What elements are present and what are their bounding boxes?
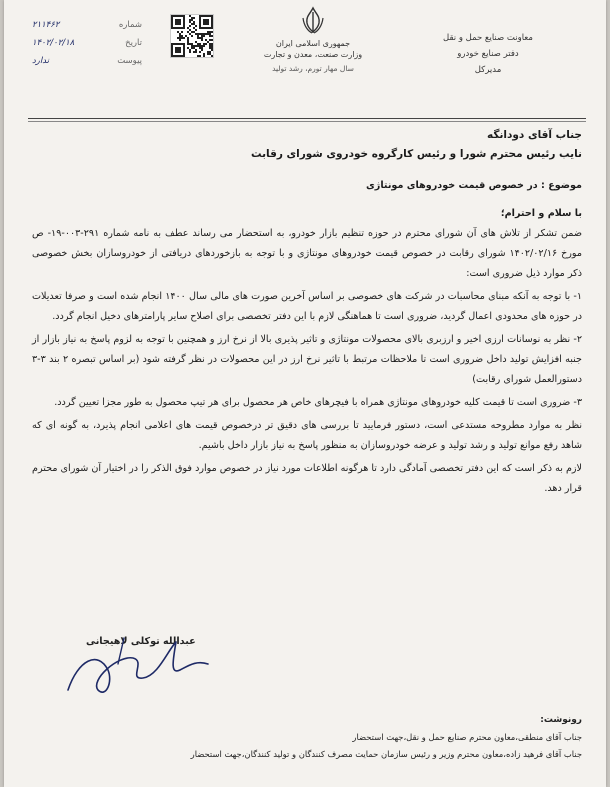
list-item: ۲- نظر به نوسانات ارزی اخیر و ارزبری بالای محصولات مونتاژی و تاثیر پذیری بالا از نرخ ارز و همچنین با توجه به لزوم پاسخ به نیاز بازار از جنبه افزایش تولید داخل ضروری است تا ملاحظات مرتبط با تاثیر نرخ ارز در این محصولات در نظر گرفته شود (بر اساس تبصره ۲ بند ۳-۳ دستورالعمل شورای رقابت) [32, 334, 582, 385]
copies-section [24, 712, 582, 763]
attachment-value: ندارد [32, 56, 50, 66]
ministry-name [248, 38, 378, 60]
subject-label: موضوع : [541, 180, 582, 191]
iran-emblem-icon [300, 6, 326, 36]
meta-row-number [32, 16, 142, 34]
closing-paragraph: لازم به ذکر است که این دفتر تخصصی آمادگی دارد تا هرگونه اطلاعات مورد نیاز در خصوص موارد فوق الذکر را در اختیار آن شورای محترم قرار دهد. [32, 463, 582, 494]
meta-label: تاریخ [125, 38, 142, 48]
year-slogan: سال مهار تورم، رشد تولید [272, 64, 354, 73]
deputy-office-block [428, 30, 548, 78]
qr-code-icon [170, 14, 214, 58]
subject-text: در خصوص قیمت خودروهای مونتاژی [366, 180, 538, 191]
list-item: ۳- ضروری است تا قیمت کلیه خودروهای مونتاژی همراه با فیچرهای خاص هر محصول برای هر تیپ محصول به طور مجزا تعیین گردد. [54, 397, 582, 408]
letter-body [32, 126, 582, 499]
deputy-office-line: دفتر صنایع خودرو [457, 49, 519, 59]
header-divider-thin [28, 121, 586, 122]
list-item: ۱- با توجه به آنکه مبنای محاسبات در شرکت های خصوصی بر اساس آخرین صورت های مالی سال ۱۴۰۰ انجام شده است و صرفا تعدیلات در حوزه های محدودی اعمال گردید، ضروری است تا هماهنگی لازم با این دفتر تخصصی برای اصلاح سایر پارامترهای دخیل انجام گردد. [32, 291, 582, 322]
recipient-title: نایب رئیس محترم شورا و رئیس کارگروه خودروی شورای رقابت [250, 148, 582, 160]
meta-row-attachment [32, 52, 142, 70]
intro-paragraph: ضمن تشکر از تلاش های آن شورای محترم در حوزه تنظیم بازار خودرو، به استحضار می رساند عطف به نامه شماره ۲۹۱-۰۰۳-۱۹- ص مورخ ۱۴۰۲/۰۲/۱۶ شورای رقابت در خصوص قیمت خودروهای مونتاژی و با توجه به بازخوردهای دریافتی از خودروسازان بخش خصوصی ذکر موارد ذیل ضروری است: [32, 228, 582, 279]
signatory-name: عبدالله توکلی لاهیجانی [86, 636, 196, 647]
letter-date: ۱۴۰۲/۰۲/۱۸ [32, 38, 75, 48]
greeting: با سلام و احترام؛ [500, 208, 582, 219]
letter-page [4, 0, 606, 787]
ministry-line: وزارت صنعت، معدن و تجارت [263, 50, 363, 59]
copy-line: جناب آقای فرهید زاده،معاون محترم وزیر و رئیس سازمان حمایت مصرف کنندگان و تولید کنندگان،جهت استحضار [190, 749, 582, 759]
meta-label: پیوست [117, 56, 142, 66]
subject-line [32, 176, 582, 196]
header-divider [28, 118, 586, 119]
ministry-header [248, 6, 378, 73]
letter-number: ۲۱۱۴۶۲ [32, 20, 60, 30]
closing-paragraph: نظر به موارد مطروحه مستدعی است، دستور فرمایید تا بررسی های دقیق تر درخصوص قیمت های اعلامی انجام پذیرد، به گونه ای که شاهد رفع موانع تولید و رشد تولید و عرضه خودروسازان به منظور پاسخ به نیاز بازار داخل باشیم. [32, 420, 582, 451]
meta-label: شماره [118, 20, 142, 30]
ministry-line: جمهوری اسلامی ایران [275, 39, 351, 48]
copies-title: رونوشت: [540, 715, 582, 725]
meta-row-date [32, 34, 142, 52]
recipient-name: جناب آقای دودانگه [486, 129, 582, 141]
signature-icon [58, 620, 218, 710]
letter-meta [32, 16, 142, 70]
deputy-office-line: معاونت صنایع حمل و نقل [443, 33, 533, 43]
deputy-office-line: مدیرکل [474, 65, 502, 75]
copy-line: جناب آقای منطقی،معاون محترم صنایع حمل و نقل،جهت استحضار [352, 732, 582, 742]
